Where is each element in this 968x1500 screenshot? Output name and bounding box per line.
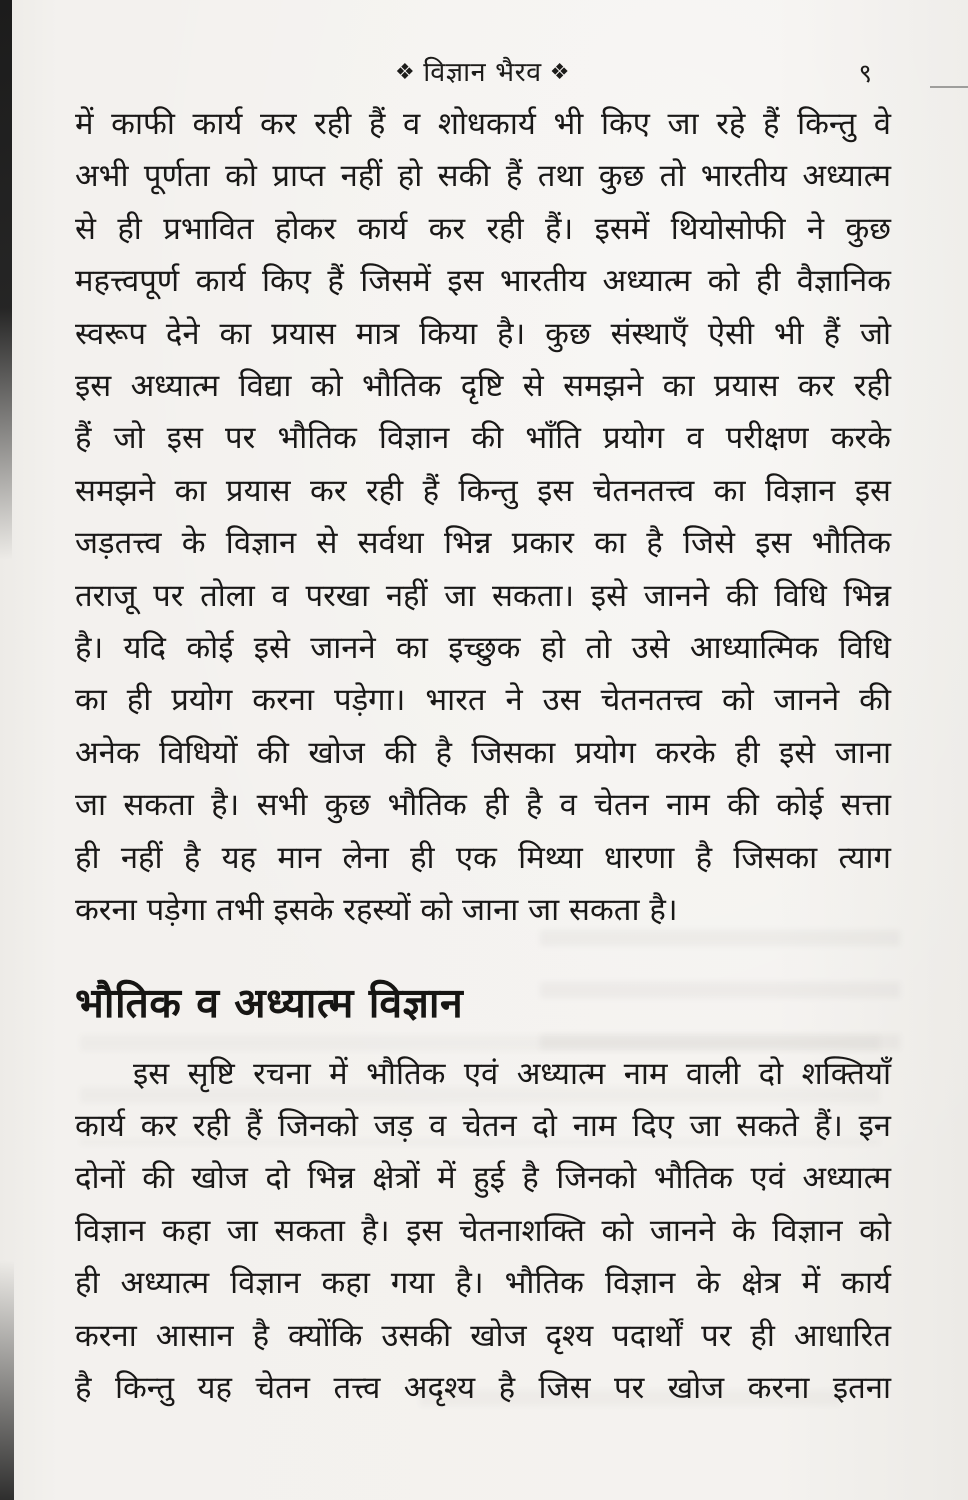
text-line: दोनों की खोज दो भिन्न क्षेत्रों में हुई है जिनको भौतिक एवं अध्यात्म [75,1160,891,1197]
text-line: इस अध्यात्म विद्या को भौतिक दृष्टि से समझने का प्रयास कर रही [75,368,891,405]
text-line: से ही प्रभावित होकर कार्य कर रही हैं। इसमें थियोसोफी ने कुछ [75,210,891,247]
text-line: हैं जो इस पर भौतिक विज्ञान की भाँति प्रयोग व परीक्षण करके [75,420,891,457]
section-paragraph [75,1048,891,1415]
scan-edge-artifact-top-left [0,0,12,560]
text-line: जा सकता है। सभी कुछ भौतिक ही है व चेतन नाम की कोई सत्ता [75,787,891,824]
text-line: महत्त्वपूर्ण कार्य किए हैं जिसमें इस भारतीय अध्यात्म को ही वैज्ञानिक [75,263,891,300]
scan-edge-artifact-bottom-left [0,1260,14,1500]
text-line: है। यदि कोई इसे जानने का इच्छुक हो तो उसे आध्यात्मिक विधि [75,630,891,667]
diamond-ornament-icon: ❖ [549,60,570,85]
text-line: अभी पूर्णता को प्राप्त नहीं हो सकी हैं तथा कुछ तो भारतीय अध्यात्म [75,158,891,195]
text-line: जड़तत्त्व के विज्ञान से सर्वथा भिन्न प्रकार का है जिसे इस भौतिक [75,525,891,562]
text-line: करना आसान है क्योंकि उसकी खोज दृश्य पदार्थों पर ही आधारित [75,1317,891,1354]
diamond-ornament-icon: ❖ [395,60,416,85]
text-line: तराजू पर तोला व परखा नहीं जा सकता। इसे जानने की विधि भिन्न [75,577,891,614]
section-heading: भौतिक व अध्यात्म विज्ञान [75,978,464,1027]
text-line: अनेक विधियों की खोज की है जिसका प्रयोग करके ही इसे जाना [75,734,891,771]
text-line: है किन्तु यह चेतन तत्त्व अदृश्य है जिस पर खोज करना इतना [75,1370,891,1407]
text-line: करना पड़ेगा तभी इसके रहस्यों को जाना जा सकता है। [75,892,678,929]
scan-edge-artifact-right-line [930,86,968,88]
text-line: कार्य कर रही हैं जिनको जड़ व चेतन दो नाम दिए जा सकते हैं। इन [75,1108,891,1144]
text-line: इस सृष्टि रचना में भौतिक एवं अध्यात्म नाम वाली दो शक्तियाँ [133,1055,891,1092]
text-line: स्वरूप देने का प्रयास मात्र किया है। कुछ संस्थाएँ ऐसी भी हैं जो [75,315,891,352]
page-number: ९ [858,59,872,89]
running-header [75,52,890,92]
book-title: विज्ञान भैरव [423,57,542,88]
text-line: विज्ञान कहा जा सकता है। इस चेतनाशक्ति को जानने के विज्ञान को [75,1212,891,1249]
text-line: ही अध्यात्म विज्ञान कहा गया है। भौतिक विज्ञान के क्षेत्र में कार्य [75,1265,891,1302]
text-line: ही नहीं है यह मान लेना ही एक मिथ्या धारणा है जिसका त्याग [75,839,891,876]
text-line: में काफी कार्य कर रही हैं व शोधकार्य भी किए जा रहे हैं किन्तु वे [75,106,891,142]
text-line: समझने का प्रयास कर रही हैं किन्तु इस चेतनतत्त्व का विज्ञान इस [75,472,891,509]
paragraph-continuation [75,98,891,937]
text-line: का ही प्रयोग करना पड़ेगा। भारत ने उस चेतनतत्त्व को जानने की [75,682,891,719]
running-header-title-wrap [75,52,890,89]
text-block [75,98,891,1414]
